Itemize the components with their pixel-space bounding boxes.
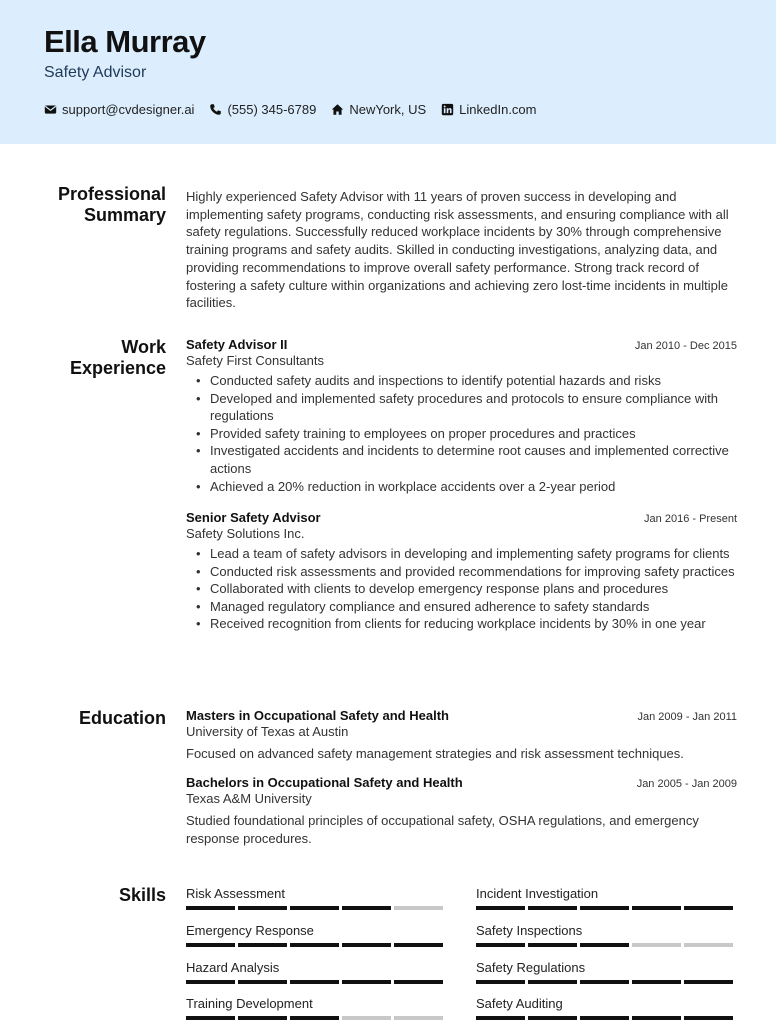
skill-segment-filled (476, 943, 525, 947)
education-school: University of Texas at Austin (186, 724, 349, 739)
skill-segment-filled (342, 980, 391, 984)
skill-segment-filled (684, 980, 733, 984)
skill-level-bar (476, 1016, 736, 1020)
bullet-item: • Conducted risk assessments and provided recommendations for improving safety practices (186, 563, 737, 581)
skill-segment-filled (580, 943, 629, 947)
education-entry (186, 775, 737, 847)
skill-segment-filled (528, 906, 577, 910)
skill-name: Hazard Analysis (186, 960, 280, 975)
skill-segment-filled (580, 980, 629, 984)
job-role: Senior Safety Advisor (186, 510, 321, 525)
skill-segment-filled (342, 906, 391, 910)
skill-segment-filled (632, 980, 681, 984)
header-banner (0, 0, 776, 144)
skill-segment-filled (476, 980, 525, 984)
job-bullets (186, 545, 737, 633)
skill-segment-filled (290, 1016, 339, 1020)
bullet-item: • Achieved a 20% reduction in workplace accidents over a 2-year period (186, 478, 737, 496)
bullet-item: • Investigated accidents and incidents to determine root causes and implemented corrective actions (186, 442, 737, 477)
contact-location-text: NewYork, US (349, 102, 427, 117)
bullet-item: • Conducted safety audits and inspections to identify potential hazards and risks (186, 372, 737, 390)
skill-level-bar (186, 1016, 446, 1020)
education-description: Studied foundational principles of occupational safety, OSHA regulations, and emergency response procedures. (186, 813, 699, 846)
summary-heading-line2: Summary (83, 205, 166, 225)
skill-segment-empty (394, 906, 443, 910)
skill-segment-filled (290, 906, 339, 910)
skill-item (186, 996, 446, 1020)
bullet-item: • Managed regulatory compliance and ensured adherence to safety standards (186, 598, 737, 616)
skill-name: Training Development (186, 996, 313, 1011)
summary-heading (16, 184, 166, 226)
skill-name: Emergency Response (186, 923, 314, 938)
candidate-title: Safety Advisor (44, 64, 147, 81)
job-entry (186, 510, 737, 633)
contact-list (44, 102, 552, 117)
linkedin-icon (441, 103, 454, 116)
skill-segment-empty (684, 943, 733, 947)
skill-level-bar (476, 943, 736, 947)
skill-item (476, 886, 736, 910)
skill-level-bar (476, 980, 736, 984)
skill-segment-filled (580, 906, 629, 910)
skill-segment-filled (528, 980, 577, 984)
skill-segment-filled (342, 943, 391, 947)
job-bullets (186, 372, 737, 495)
skill-segment-filled (186, 1016, 235, 1020)
summary-text: Highly experienced Safety Advisor with 11 years of proven success in developing and implementing safety programs, conducting risk assessments, and ensuring compliance with all safety regulations. Successfully reduced workplace incidents by 30% through comprehensive training programs and safety audits. Skilled in conducting investigations, analyzing data, and providing recommendations to improve overall safety performance. Strong track record of fostering a safety culture within organizations and achieving zero lost-time incidents in multiple facilities. (186, 189, 729, 311)
skills-heading: Skills (118, 885, 166, 905)
job-company: Safety Solutions Inc. (186, 526, 305, 541)
skill-segment-filled (528, 1016, 577, 1020)
skill-segment-filled (476, 906, 525, 910)
education-date: Jan 2009 - Jan 2011 (637, 711, 737, 723)
skill-segment-filled (476, 1016, 525, 1020)
contact-email-text: support@cvdesigner.ai (62, 102, 195, 117)
summary-heading-line1: Professional (57, 184, 166, 204)
education-description: Focused on advanced safety management strategies and risk assessment techniques. (186, 746, 684, 761)
skill-name: Safety Inspections (476, 923, 583, 938)
education-heading: Education (78, 708, 166, 728)
skill-segment-filled (238, 980, 287, 984)
skill-segment-empty (632, 943, 681, 947)
phone-icon (209, 103, 222, 116)
skill-segment-filled (186, 943, 235, 947)
experience-heading-line1: Work (121, 337, 166, 357)
contact-phone[interactable] (209, 102, 316, 117)
contact-linkedin-text: LinkedIn.com (459, 102, 537, 117)
home-icon (331, 103, 344, 116)
skill-segment-filled (186, 906, 235, 910)
job-company: Safety First Consultants (186, 353, 324, 368)
skill-segment-filled (580, 1016, 629, 1020)
skill-name: Safety Auditing (476, 996, 563, 1011)
education-degree: Bachelors in Occupational Safety and Health (186, 775, 463, 790)
skill-level-bar (186, 906, 446, 910)
skill-level-bar (186, 943, 446, 947)
envelope-icon (44, 103, 57, 116)
skill-segment-filled (290, 943, 339, 947)
skill-item (476, 923, 736, 947)
education-date: Jan 2005 - Jan 2009 (636, 778, 737, 790)
skill-segment-empty (342, 1016, 391, 1020)
job-role: Safety Advisor II (186, 337, 288, 352)
education-school: Texas A&M University (186, 791, 312, 806)
skill-item (186, 886, 446, 910)
skill-segment-filled (394, 980, 443, 984)
skill-segment-filled (238, 906, 287, 910)
skill-name: Risk Assessment (186, 886, 285, 901)
bullet-item: • Provided safety training to employees on proper procedures and practices (186, 425, 737, 443)
job-date: Jan 2010 - Dec 2015 (634, 340, 737, 352)
bullet-item: • Developed and implemented safety procedures and protocols to ensure compliance with regulations (186, 390, 737, 425)
job-entry (186, 337, 737, 495)
contact-linkedin[interactable] (441, 102, 536, 117)
skill-item (476, 996, 736, 1020)
skill-segment-filled (632, 1016, 681, 1020)
experience-heading (16, 337, 166, 379)
skill-level-bar (186, 980, 446, 984)
skill-segment-filled (632, 906, 681, 910)
skill-segment-filled (186, 980, 235, 984)
skill-item (476, 960, 736, 984)
bullet-item: • Received recognition from clients for reducing workplace incidents by 30% in one year (186, 615, 737, 633)
skill-name: Incident Investigation (476, 886, 599, 901)
skill-item (186, 960, 446, 984)
skill-segment-filled (394, 943, 443, 947)
bullet-item: • Lead a team of safety advisors in developing and implementing safety programs for clients (186, 545, 737, 563)
education-degree: Masters in Occupational Safety and Health (186, 708, 449, 723)
bullet-item: • Collaborated with clients to develop emergency response plans and procedures (186, 580, 737, 598)
skill-item (186, 923, 446, 947)
skill-segment-empty (394, 1016, 443, 1020)
experience-heading-line2: Experience (69, 358, 166, 378)
contact-location (331, 102, 426, 117)
skill-segment-filled (290, 980, 339, 984)
job-date: Jan 2016 - Present (644, 513, 737, 525)
education-entry (186, 708, 737, 763)
skill-level-bar (476, 906, 736, 910)
contact-email[interactable] (44, 102, 194, 117)
skill-segment-filled (684, 906, 733, 910)
skill-segment-filled (528, 943, 577, 947)
skill-segment-filled (238, 1016, 287, 1020)
candidate-name: Ella Murray (44, 24, 206, 59)
contact-phone-text: (555) 345-6789 (227, 102, 317, 117)
skill-segment-filled (684, 1016, 733, 1020)
skill-name: Safety Regulations (476, 960, 586, 975)
skill-segment-filled (238, 943, 287, 947)
